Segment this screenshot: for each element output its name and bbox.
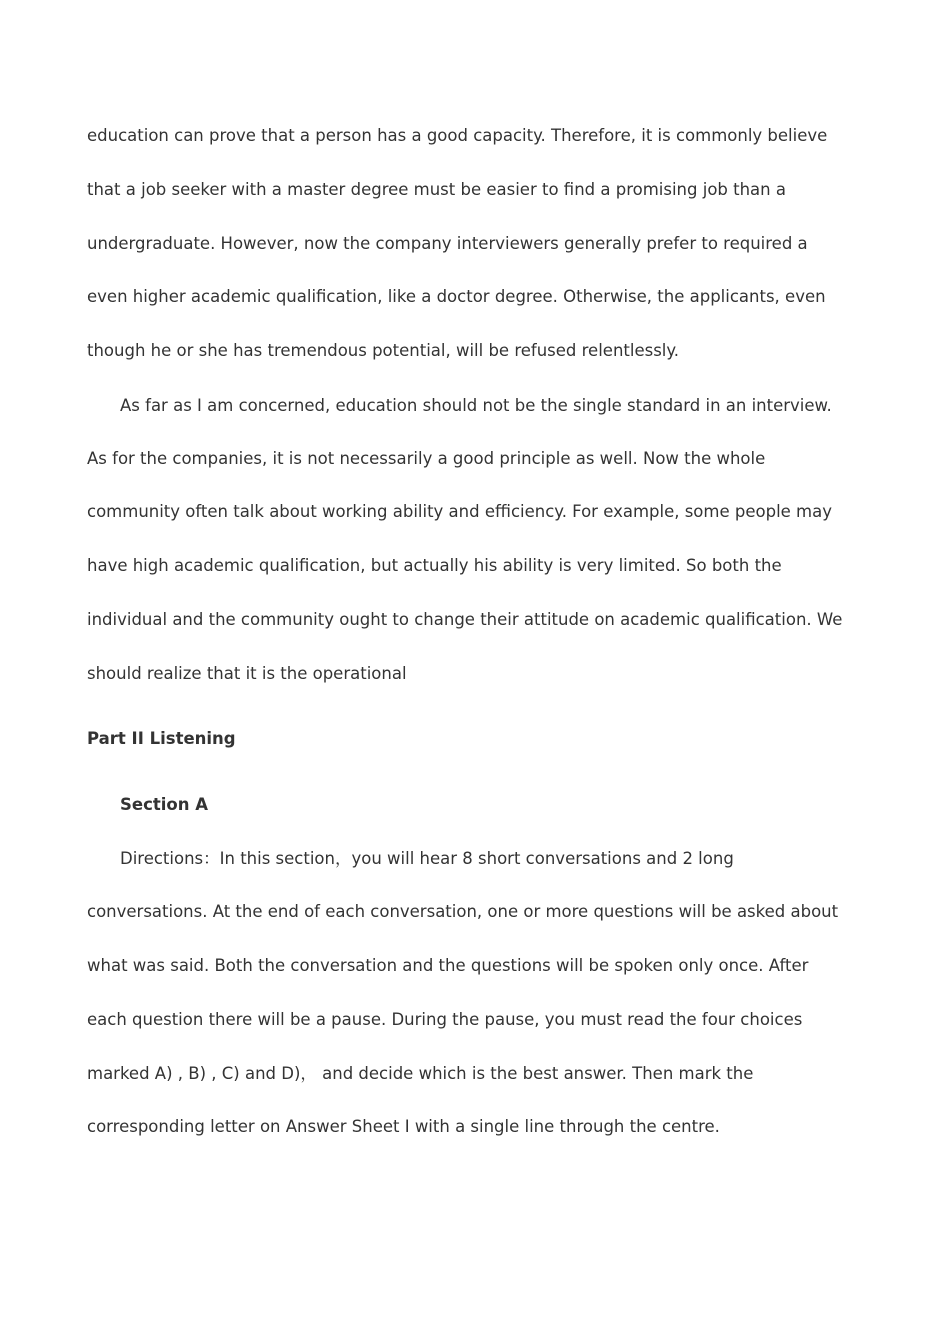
paragraph-line: As far as I am concerned, education should not be the single standard in an interview.	[120, 396, 832, 415]
paragraph-line: even higher academic qualification, like a doctor degree. Otherwise, the applicants, even	[87, 287, 826, 306]
paragraph-line: though he or she has tremendous potential, will be refused relentlessly.	[87, 341, 680, 360]
directions-line: marked A) , B) , C) and D)， and decide which is the best answer. Then mark the	[87, 1064, 754, 1083]
paragraph-line: have high academic qualification, but actually his ability is very limited. So both the	[87, 556, 782, 575]
directions-line: conversations. At the end of each conversation, one or more questions will be asked about	[87, 902, 839, 921]
paragraph-line: As for the companies, it is not necessarily a good principle as well. Now the whole	[87, 449, 766, 468]
part-heading: Part II Listening	[87, 729, 236, 748]
paragraph-line: individual and the community ought to change their attitude on academic qualification. We	[87, 610, 843, 629]
directions-line: each question there will be a pause. During the pause, you must read the four choices	[87, 1010, 803, 1029]
paragraph-line: that a job seeker with a master degree must be easier to find a promising job than a	[87, 180, 786, 199]
directions-line: Directions：In this section，you will hear 8 short conversations and 2 long	[120, 849, 734, 868]
directions-line: what was said. Both the conversation and the questions will be spoken only once. After	[87, 956, 809, 975]
paragraph-line: community often talk about working ability and efficiency. For example, some people may	[87, 502, 832, 521]
paragraph-line: undergraduate. However, now the company interviewers generally prefer to required a	[87, 234, 808, 253]
paragraph-line: should realize that it is the operational	[87, 664, 407, 683]
paragraph-line: education can prove that a person has a good capacity. Therefore, it is commonly believe	[87, 126, 828, 145]
directions-line: corresponding letter on Answer Sheet I with a single line through the centre.	[87, 1117, 720, 1136]
section-heading: Section A	[120, 795, 208, 814]
